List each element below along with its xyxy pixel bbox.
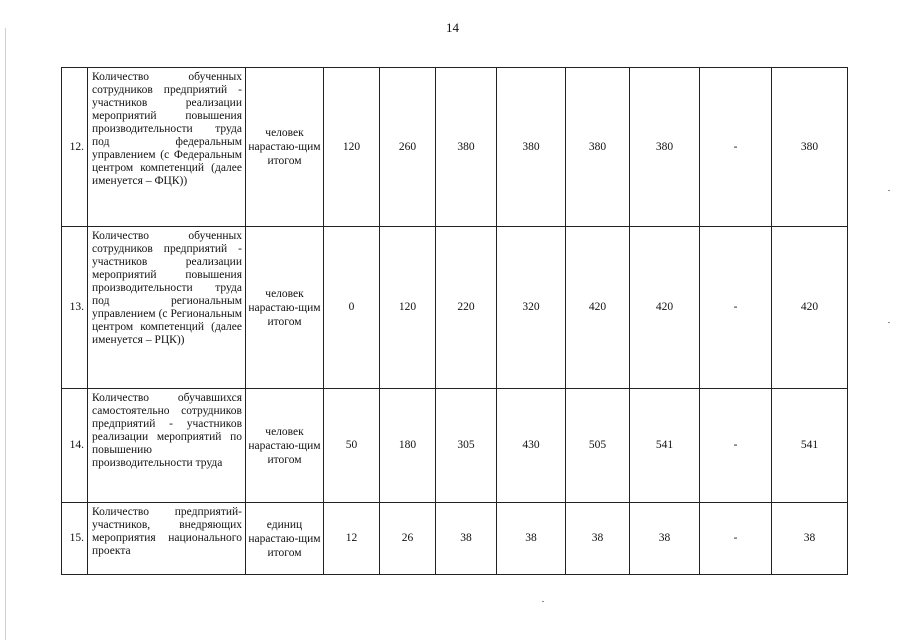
value-cell: 541 xyxy=(630,389,700,503)
scan-speck xyxy=(888,322,890,323)
value-cell: 380 xyxy=(772,68,848,227)
value-cell: 380 xyxy=(436,68,497,227)
value-cell: 420 xyxy=(566,227,630,389)
indicators-table xyxy=(61,67,848,575)
value-cell: 120 xyxy=(324,68,380,227)
value-cell: 220 xyxy=(436,227,497,389)
value-cell: 380 xyxy=(566,68,630,227)
value-cell: 50 xyxy=(324,389,380,503)
table-row xyxy=(62,68,848,227)
value-cell: 420 xyxy=(630,227,700,389)
value-cell: 430 xyxy=(497,389,566,503)
unit-of-measure: единиц нарастаю-щим итогом xyxy=(246,503,324,575)
value-cell: 541 xyxy=(772,389,848,503)
value-cell: 12 xyxy=(324,503,380,575)
value-cell: 38 xyxy=(497,503,566,575)
row-number: 12. xyxy=(62,68,88,227)
table-row xyxy=(62,389,848,503)
value-cell: 180 xyxy=(380,389,436,503)
value-cell: 26 xyxy=(380,503,436,575)
scan-speck xyxy=(888,190,890,191)
row-number: 14. xyxy=(62,389,88,503)
value-cell: 380 xyxy=(497,68,566,227)
value-cell: 380 xyxy=(630,68,700,227)
unit-of-measure: человек нарастаю-щим итогом xyxy=(246,389,324,503)
value-cell: 505 xyxy=(566,389,630,503)
value-cell: 260 xyxy=(380,68,436,227)
unit-of-measure: человек нарастаю-щим итогом xyxy=(246,227,324,389)
row-number: 15. xyxy=(62,503,88,575)
unit-of-measure: человек нарастаю-щим итогом xyxy=(246,68,324,227)
value-cell: 38 xyxy=(630,503,700,575)
page-number: 14 xyxy=(446,20,459,35)
value-cell: 0 xyxy=(324,227,380,389)
indicator-name: Количество обученных сотрудников предприятий - участников реализации мероприятий повышения производительности труда под федеральным управлением (с Федеральным центром компетенций (далее именуется – ФЦК)) xyxy=(88,68,246,227)
row-number: 13. xyxy=(62,227,88,389)
value-cell: 305 xyxy=(436,389,497,503)
value-cell: 38 xyxy=(566,503,630,575)
value-cell: - xyxy=(700,503,772,575)
value-cell: 38 xyxy=(436,503,497,575)
indicator-name: Количество обучавшихся самостоятельно сотрудников предприятий - участников реализации мероприятий по повышению производительности труда xyxy=(88,389,246,503)
table-row xyxy=(62,503,848,575)
indicator-name: Количество предприятий-участников, внедряющих мероприятия национального проекта xyxy=(88,503,246,575)
scan-speck xyxy=(542,601,544,602)
value-cell: - xyxy=(700,68,772,227)
indicator-name: Количество обученных сотрудников предприятий - участников реализации мероприятий повышения производительности труда под региональным управлением (с Региональным центром компетенций (далее именуется – РЦК)) xyxy=(88,227,246,389)
page-edge-line xyxy=(5,28,6,640)
value-cell: - xyxy=(700,227,772,389)
value-cell: 120 xyxy=(380,227,436,389)
value-cell: - xyxy=(700,389,772,503)
table-row xyxy=(62,227,848,389)
value-cell: 38 xyxy=(772,503,848,575)
value-cell: 320 xyxy=(497,227,566,389)
value-cell: 420 xyxy=(772,227,848,389)
